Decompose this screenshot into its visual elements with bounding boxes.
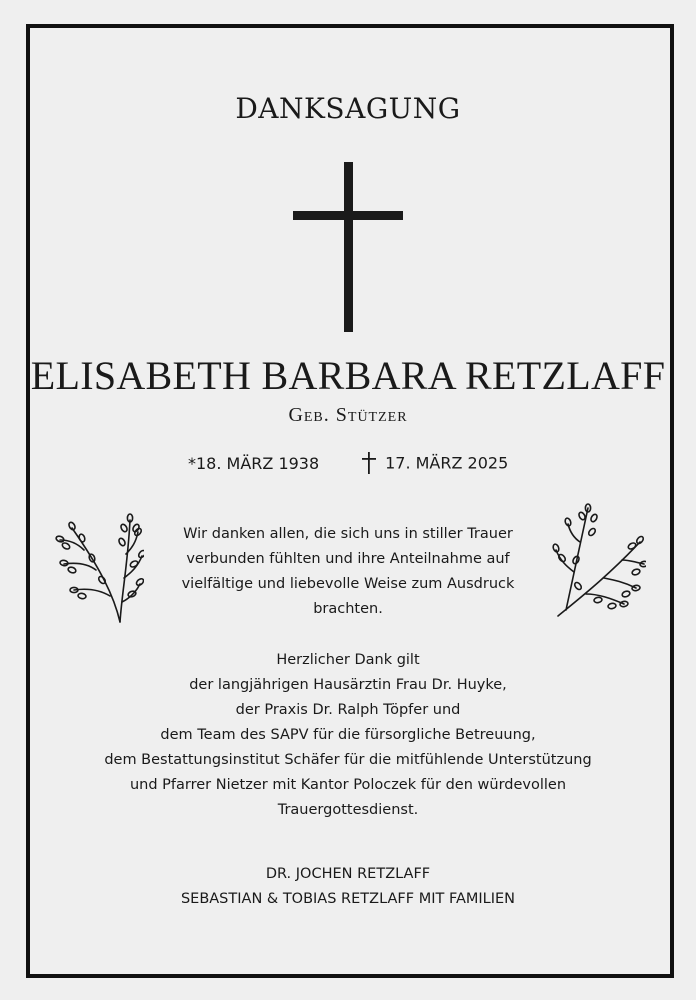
branch-icon [552, 502, 646, 620]
signers [0, 862, 696, 912]
signer-line: SEBASTIAN & TOBIAS RETZLAFF MIT FAMILIEN [180, 891, 516, 907]
text-line: Trauergottesdienst. [277, 802, 419, 818]
page-title: DANKSAGUNG [235, 92, 461, 125]
text-line: dem Bestattungsinstitut Schäfer für die mitfühlende Unterstützung [104, 752, 592, 768]
text-line: brachten. [313, 601, 383, 617]
text-line: der Praxis Dr. Ralph Töpfer und [235, 702, 461, 718]
text-line: Herzlicher Dank gilt [276, 652, 420, 668]
death-date-group [362, 452, 508, 474]
dagger-icon [362, 452, 376, 474]
text-line: vielfältige und liebevolle Weise zum Ausdruck [181, 576, 515, 592]
special-thanks [0, 648, 696, 823]
cross-icon [293, 162, 403, 332]
text-line: Wir danken allen, die sich uns in stiller Trauer [183, 526, 513, 542]
maiden-name: Geb. Stützer [288, 404, 408, 426]
text-line: verbunden fühlten und ihre Anteilnahme auf [186, 551, 510, 567]
text-line: der langjährigen Hausärztin Frau Dr. Huyke, [189, 677, 507, 693]
signer-line: DR. JOCHEN RETZLAFF [265, 866, 431, 882]
text-line: und Pfarrer Nietzer mit Kantor Poloczek für den würdevollen [129, 777, 567, 793]
text-line: dem Team des SAPV für die fürsorgliche Betreuung, [160, 727, 536, 743]
birth-date: *18. MÄRZ 1938 [188, 454, 320, 473]
death-date: 17. MÄRZ 2025 [385, 453, 509, 473]
deceased-name: ELISABETH BARBARA RETZLAFF [30, 353, 666, 398]
